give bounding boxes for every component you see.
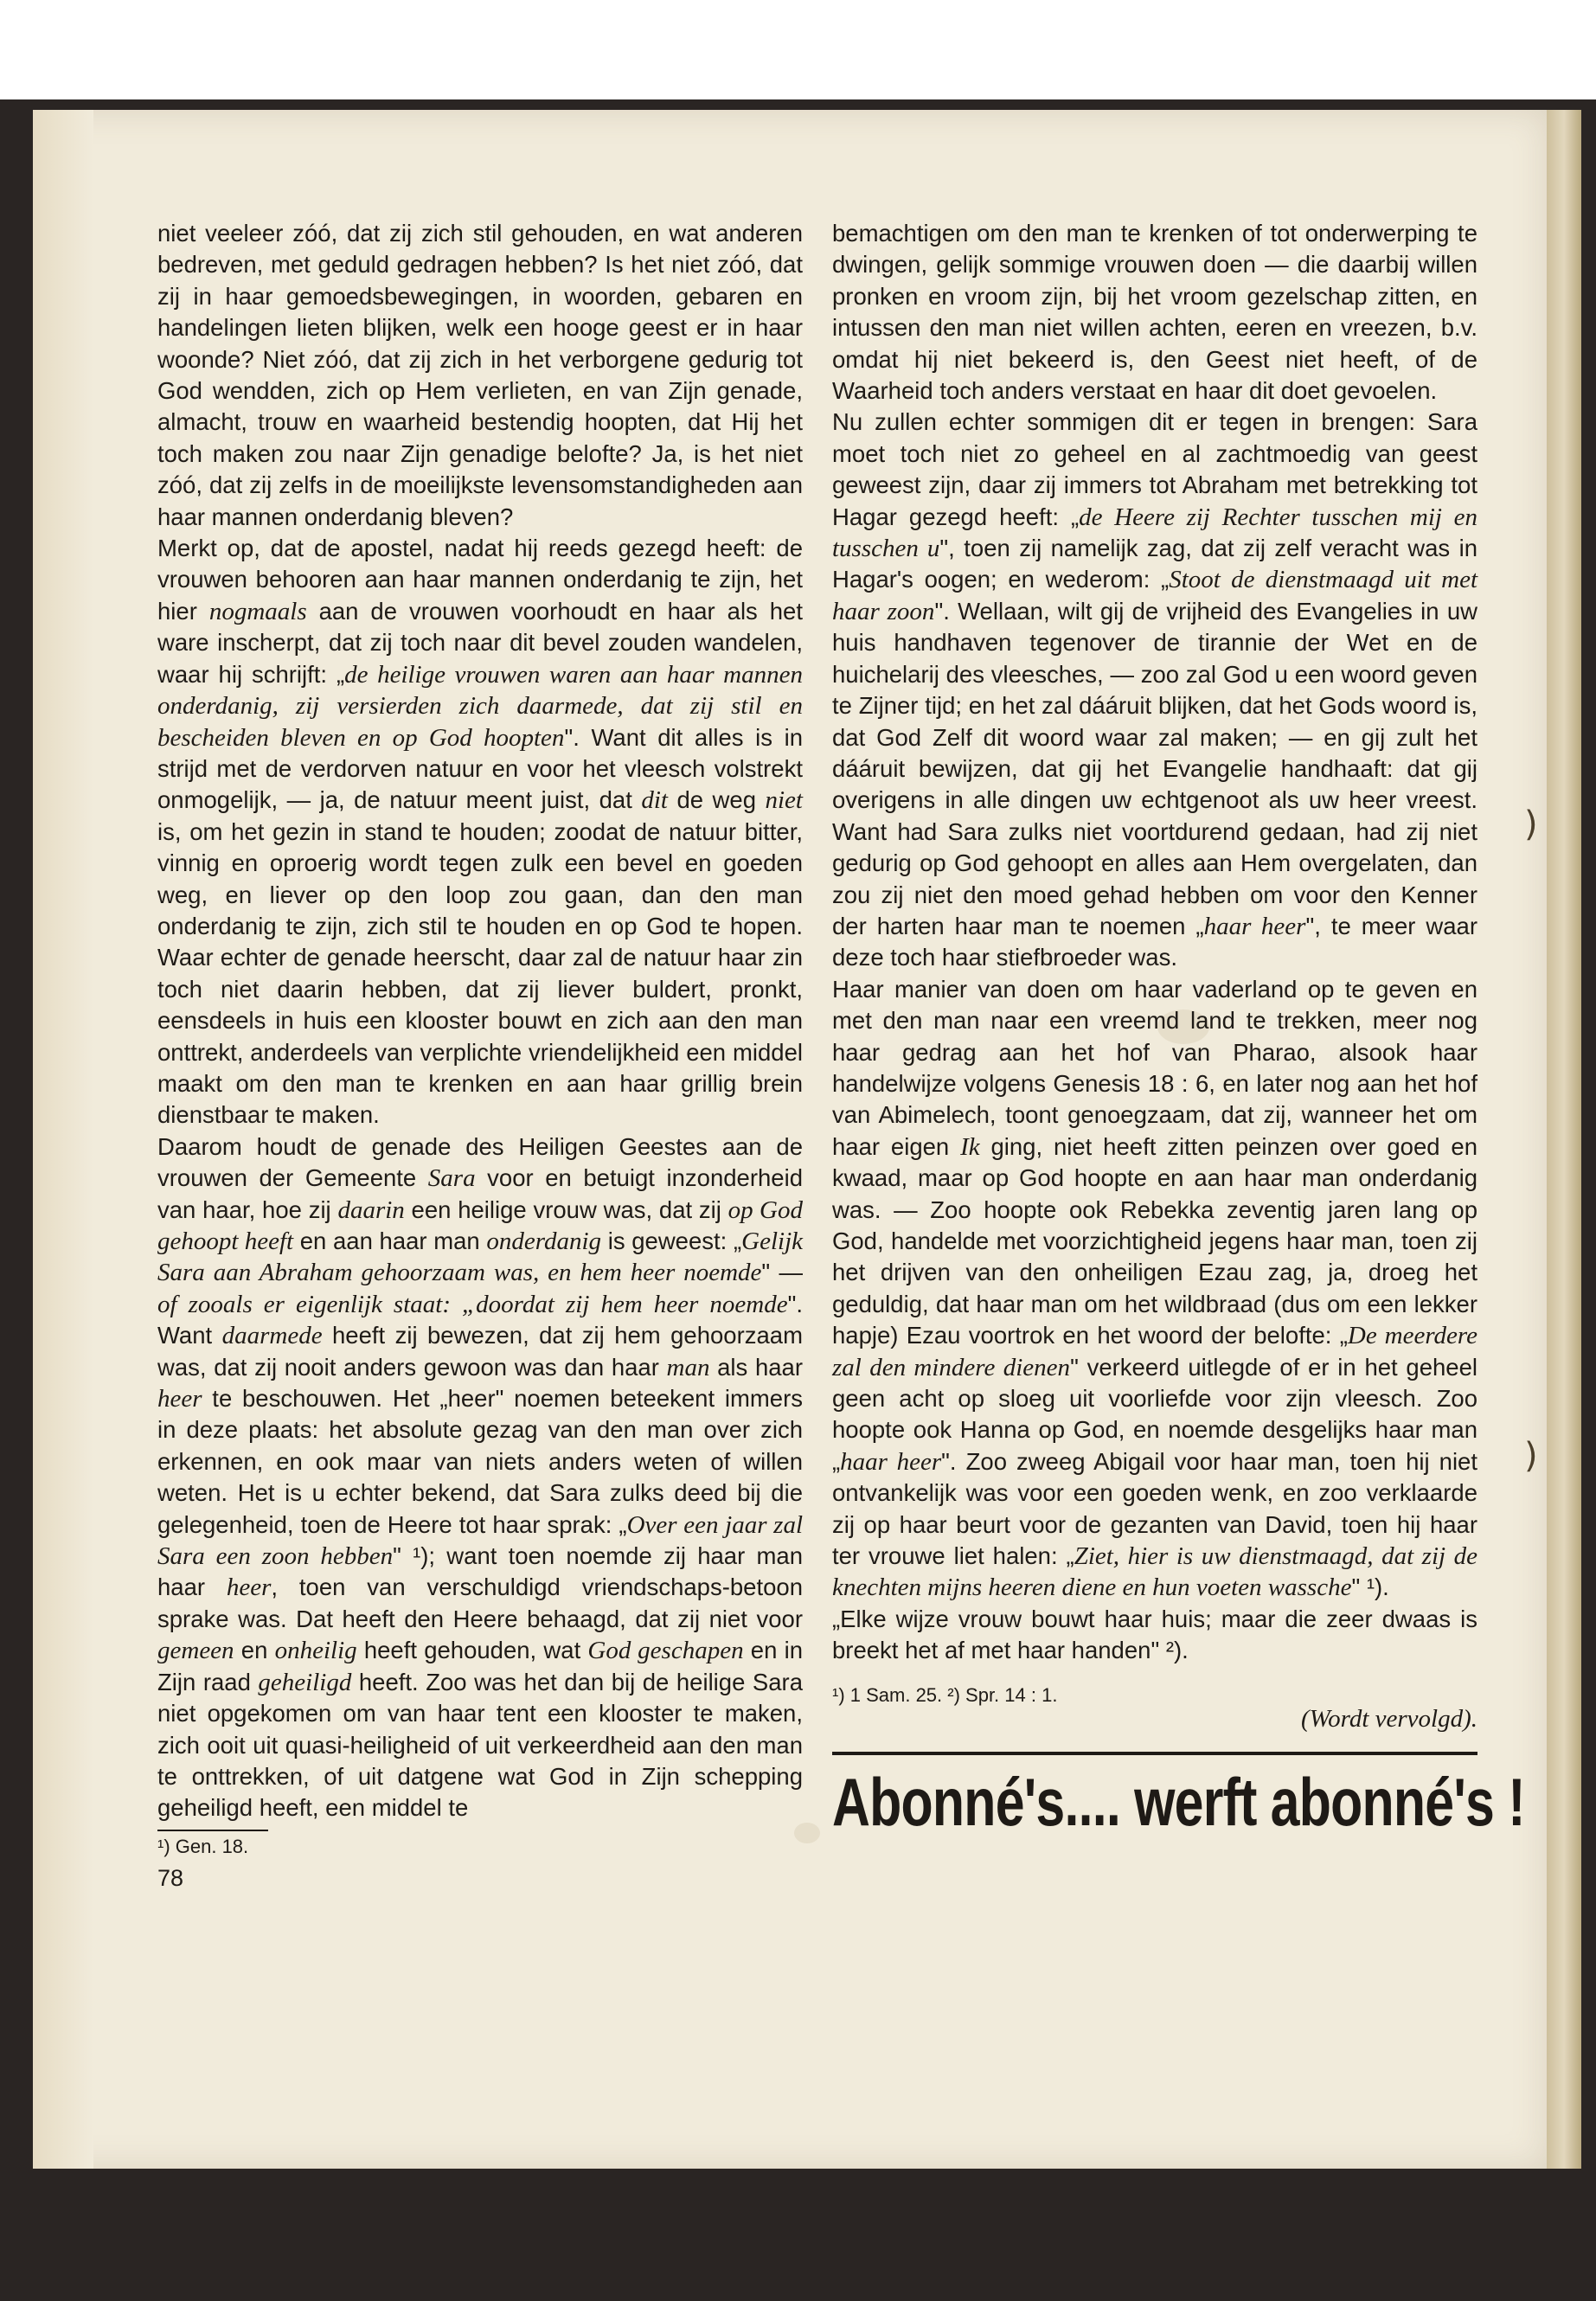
italic-run: niet <box>765 786 803 815</box>
text-run: te beschouwen. Het „heer" noemen beteekent immers in deze plaats: het absolute gezag van den man over zich erkennen, en ook maar van niets anders weten of willen weten. Het is u echter bekend, dat Sara zulks deed bij die gelegenheid, toen de Heere tot haar sprak: „ <box>157 1385 803 1538</box>
text-run: heeft. Zoo was het dan bij de heilige Sara niet opgekomen om van haar tent een klooster te maken, zich ooit uit quasi-heiligheid of uit verkeerdheid aan den man te onttrekken, of uit datgene wat God in Zijn schepping geheiligd heeft, een middel te <box>157 1668 803 1822</box>
italic-run: dit <box>641 786 668 815</box>
text-run: voor en betuigt inzonderheid van haar, hoe zij <box>157 1164 803 1223</box>
italic-run: onderdanig <box>486 1227 602 1255</box>
italic-run: op God gehoopt heeft <box>157 1195 803 1255</box>
paragraph <box>157 218 803 533</box>
page-number: 78 <box>157 1864 184 1891</box>
paragraph <box>832 1604 1477 1667</box>
text-run: ". Want dit alles is in strijd met de verdorven natuur en voor het vleesch volstrekt onmogelijk, — ja, de natuur meent juist, dat <box>157 723 804 814</box>
text-run: heeft zij bewezen, dat zij hem gehoorzaam was, dat zij nooit anders gewoon was dan haar <box>157 1322 803 1381</box>
text-run: ". Wellaan, wilt gij de vrijheid des Evangelies in uw huis handhaven tegenover de tirannie der Wet en de huichelarij des vleesches, — zoo zal God u een woord geven te Zijner tijd; en het zal dááruit blijken, dat het Gods woord is, dat God Zelf dit woord waar zal maken; — en gij zult het dááruit bewijzen, dat gij het Evangelie handhaaft: dat gij overigens in alle dingen uw echtgenoot als uw heer vreest. Want had Sara zulks niet voortdurend gedaan, had zij niet gedurig op God gehoopt en alles aan Hem overgelaten, dan zou zij niet den moed gehad hebben om voor den Kenner der harten haar man te noemen „ <box>832 597 1477 939</box>
italic-run: de heilige vrouwen waren aan haar mannen onderdanig, zij versierden zich daarmede, dat zij stil en bescheiden bleven en op God hoopten <box>157 660 803 752</box>
italic-run: Sara <box>427 1164 476 1193</box>
text-run: „Elke wijze vrouw bouwt haar huis; maar die zeer dwaas is breekt het af met haar handen" ²). <box>832 1605 1477 1664</box>
right-column <box>832 218 1525 1840</box>
italic-run: daarmede <box>221 1322 323 1350</box>
italic-run: gemeen <box>157 1637 234 1665</box>
footnotes: ¹) 1 Sam. 25. ²) Spr. 14 : 1. <box>832 1683 1058 1706</box>
text-run: " ¹). <box>1351 1574 1389 1601</box>
text-run: , toen van verschuldigd vriendschaps-betoon sprake was. Dat heeft den Heere behaagd, dat zij niet voor <box>157 1574 803 1632</box>
text-run: Merkt op, dat de apostel, nadat hij reeds gezegd heeft: de vrouwen behooren aan haar mannen onderdanig te zijn, het hier <box>157 535 803 625</box>
italic-run: onheilig <box>274 1637 357 1665</box>
footnote-rule <box>157 1830 268 1831</box>
italic-run: nogmaals <box>208 597 307 625</box>
italic-run: haar heer <box>840 1447 942 1476</box>
text-run: ". Want <box>157 1290 803 1349</box>
left-column-body <box>157 218 803 1824</box>
italic-run: Gelijk Sara aan Abraham gehoorzaam was, en hem heer noemde <box>157 1227 803 1287</box>
text-run: " ¹); want toen noemde zij haar man haar <box>157 1542 803 1601</box>
paragraph <box>832 407 1477 973</box>
text-run: " verkeerd uitlegde of er in het geheel geen acht op sloeg uit voorliefde voor zijn vleesch. Zoo hoopte ook Hanna op God, en noemde desgelijks haar man „ <box>832 1353 1478 1475</box>
text-run: en aan haar man <box>293 1227 487 1254</box>
text-run: ". Zoo zweeg Abigail voor haar man, toen hij niet ontvankelijk was voor een goeden wenk, en zoo verklaarde zij op haar beurt voor de gezanten van David, toen hij haar ter vrouwe liet halen: „ <box>832 1447 1477 1570</box>
text-run: Nu zullen echter sommigen dit er tegen in brengen: Sara moet toch niet zo geheel en al zachtmoedig van geest geweest zijn, daar zij immers tot Abraham met betrekking tot Hagar gezegd heeft: „ <box>832 408 1477 530</box>
text-run: een heilige vrouw was, dat zij <box>404 1195 728 1223</box>
italic-run: of zooals er eigenlijk staat: „doordat zij hem heer noemde <box>157 1290 788 1318</box>
right-column-body <box>832 218 1477 1667</box>
left-column <box>157 218 803 1895</box>
italic-run: geheiligd <box>258 1668 352 1696</box>
italic-run: de Heere zij Rechter tusschen mij en tusschen u <box>832 503 1477 563</box>
text-run: ", toen zij namelijk zag, dat zij zelf veracht was in Hagar's oogen; en wederom: „ <box>832 535 1477 593</box>
banner-rule <box>832 1752 1477 1755</box>
text-run: Daarom houdt de genade des Heiligen Geestes aan de vrouwen der Gemeente <box>157 1132 803 1192</box>
text-run: en in Zijn raad <box>157 1637 804 1695</box>
page-edge <box>1547 110 1581 2169</box>
italic-run: daarin <box>337 1195 405 1224</box>
text-run: ging, niet heeft zitten peinzen over goed en kwaad, maar op God hoopte en aan haar man onderdanig was. — Zoo hoopte ook Rebekka zeventig jaren lang op God, handelde met voorzichtigheid jegens haar man, toen zij het drijven van den onheiligen Ezau zag, ja, droeg het geduldig, dat haar man om het wildbraad (dus om een lekker hapje) Ezau voortrok en het woord der belofte: „ <box>832 1132 1478 1349</box>
continued-note: (Wordt vervolgd). <box>1300 1704 1477 1733</box>
footnote: ¹) Gen. 18. <box>157 1835 249 1857</box>
italic-run: heer <box>226 1574 272 1602</box>
text-run: is geweest: „ <box>601 1227 742 1254</box>
page-spine-shadow <box>33 110 93 2169</box>
italic-run: Ziet, hier is uw dienstmaagd, dat zij de knechten mijns heeren diene en hun voeten wassche <box>832 1542 1477 1602</box>
text-run: ", te meer waar deze toch haar stiefbroeder was. <box>832 912 1477 971</box>
paragraph <box>832 974 1477 1604</box>
text-run: Haar manier van doen om haar vaderland op te geven en met den man naar een vreemd land te trekken, meer nog haar gedrag aan het hof van Pharao, alsook haar handelwijze volgens Genesis 18 : 6, en later nog aan het hof van Abimelech, toont genoegzaam, dat zij, wanneer het om haar eigen <box>832 975 1477 1160</box>
paragraph <box>832 218 1477 407</box>
italic-run: Stoot de dienstmaagd uit met haar zoon <box>832 566 1477 625</box>
subscription-banner: Abonné's.... werft abonné's ! <box>832 1763 1525 1840</box>
text-run: bemachtigen om den man te krenken of tot onderwerping te dwingen, gelijk sommige vrouwen doen — die daarbij willen pronken en vroom zijn, bij het vroom gezelschap zitten, en intussen den man niet willen achten, eeren en vreezen, b.v. omdat hij niet bekeerd is, den Geest niet heeft, of de Waarheid toch anders verstaat en haar dit doet gevoelen. <box>832 220 1477 405</box>
text-run: en <box>234 1637 275 1664</box>
italic-run: haar heer <box>1203 912 1306 940</box>
paragraph <box>157 533 803 1131</box>
text-run: de weg <box>667 786 766 814</box>
italic-run: Over een jaar zal Sara een zoon hebben <box>157 1510 803 1571</box>
italic-run: Ik <box>960 1132 980 1161</box>
text-run: aan de vrouwen voorhoudt en haar als het ware inscherpt, dat zij toch naar dit bevel zouden wandelen, waar hij schrijft: „ <box>157 597 803 688</box>
text-run: als haar <box>709 1353 803 1381</box>
binding-bracket-mark: ) <box>1524 804 1538 844</box>
text-run: heeft gehouden, wat <box>356 1637 588 1664</box>
italic-run: heer <box>157 1385 202 1413</box>
text-run: is, om het gezin in stand te houden; zoodat de natuur bitter, vinnig en oproerig wordt tegen zulk een bevel en goeden weg, en liever op den loop zou gaan, dan den man onderdanig te zijn, zich stil te houden en op God te hopen. Waar echter de genade heerscht, daar zal de natuur haar zin toch niet daarin hebben, dat zij liever buldert, pronkt, eensdeels in huis een klooster bouwt en zich aan den man onttrekt, anderdeels van verplichte vriendelijkheid een middel maakt om den man te krenken en aan haar grillig brein dienstbaar te maken. <box>157 817 803 1129</box>
italic-run: man <box>666 1353 710 1381</box>
italic-run: God geschapen <box>587 1637 744 1665</box>
paragraph <box>157 1131 803 1824</box>
text-run: niet veeleer zóó, dat zij zich stil gehouden, en wat anderen bedreven, met geduld gedragen hebben? Is het niet zóó, dat zij in haar gemoedsbewegingen, in woorden, gebaren en handelingen lieten blijken, welk een hooge geest er in haar woonde? Niet zóó, dat zij zich in het verborgene gedurig tot God wendden, zich op Hem verlieten, en van Zijn genade, almacht, trouw en waarheid bestendig hoopten, dat Hij het toch maken zou naar Zijn genadige belofte? Ja, is het niet zóó, dat zij zelfs in de moeilijkste levensomstandigheden aan haar mannen onderdanig bleven? <box>157 220 803 530</box>
binding-bracket-mark: ) <box>1524 1436 1538 1476</box>
text-run: " — <box>761 1259 803 1286</box>
italic-run: De meerdere zal den mindere dienen <box>832 1322 1477 1381</box>
